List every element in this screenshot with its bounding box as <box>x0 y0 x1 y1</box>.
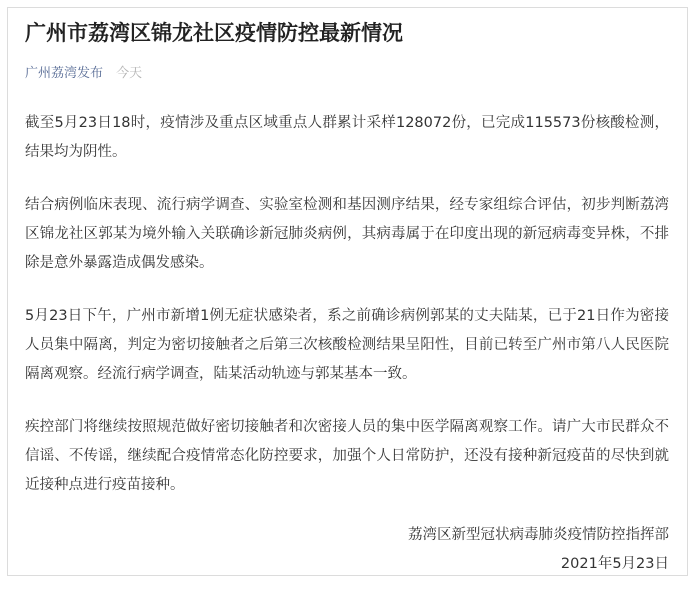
paragraph-new-case: 5月23日下午，广州市新增1例无症状感染者，系之前确诊病例郭某的丈夫陆某，已于21日作为密接人员集中隔离，判定为密切接触者之后第三次核酸检测结果呈阳性，目前已转至广州市第八人民医院隔离观察。经流行病学调查，陆某活动轨迹与郭某基本一致。 <box>25 308 669 382</box>
paragraph-sampling: 截至5月23日18时，疫情涉及重点区域重点人群累计采样128072份，已完成115573份核酸检测，结果均为阴性。 <box>25 115 669 160</box>
article-title: 广州市荔湾区锦龙社区疫情防控最新情况 <box>25 21 403 45</box>
article-card <box>7 7 688 576</box>
signature-date: 2021年5月23日 <box>560 556 669 572</box>
signature-block <box>25 521 669 579</box>
article-meta <box>25 64 669 84</box>
signature-org: 荔湾区新型冠状病毒肺炎疫情防控指挥部 <box>408 527 669 543</box>
source-account-link[interactable]: 广州荔湾发布 <box>25 66 104 81</box>
publish-date: 今天 <box>116 66 143 81</box>
paragraph-assessment: 结合病例临床表现、流行病学调查、实验室检测和基因测序结果，经专家组综合评估，初步判断荔湾区锦龙社区郭某为境外输入关联确诊新冠肺炎病例，其病毒属于在印度出现的新冠病毒变异株，不排除是意外暴露造成偶发感染。 <box>25 197 669 271</box>
paragraph-appeal: 疾控部门将继续按照规范做好密切接触者和次密接人员的集中医学隔离观察工作。请广大市民群众不信谣、不传谣，继续配合疫情常态化防控要求，加强个人日常防护，还没有接种新冠疫苗的尽快到就近接种点进行疫苗接种。 <box>25 419 669 493</box>
